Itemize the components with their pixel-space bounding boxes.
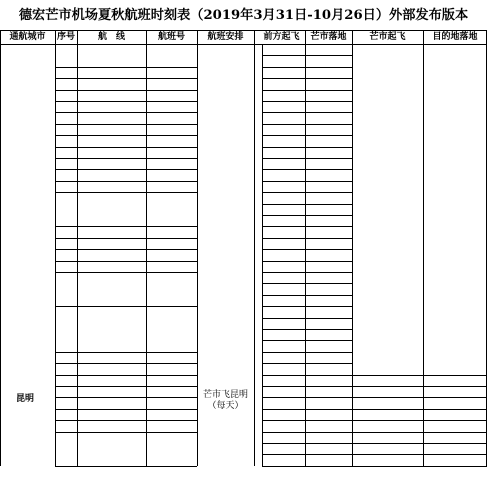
table-rule <box>262 454 487 455</box>
table-rule <box>262 147 352 148</box>
table-rule <box>262 363 352 364</box>
page-title: 德宏芒市机场夏秋航班时刻表（2019年3月31日-10月26日）外部发布版本 <box>18 8 469 23</box>
header-seq: 序号 <box>56 32 75 42</box>
table-rule <box>423 30 424 466</box>
table-rule <box>0 30 487 31</box>
table-rule <box>262 169 352 170</box>
table-rule <box>352 30 353 466</box>
table-rule <box>262 420 487 421</box>
header-arr_mangshi: 芒市落地 <box>310 32 347 42</box>
header-schedule: 航班安排 <box>207 32 244 42</box>
header-flight: 航班号 <box>157 32 185 42</box>
table-rule <box>262 318 352 319</box>
table-rule <box>262 192 352 193</box>
table-rule <box>262 397 487 398</box>
table-rule <box>262 78 352 79</box>
table-rule <box>262 375 487 376</box>
header-route: 航 线 <box>97 32 125 42</box>
header-city: 通航城市 <box>9 32 46 42</box>
table-rule <box>262 55 352 56</box>
table-rule <box>262 432 487 433</box>
table-rule <box>262 466 487 467</box>
table-rule <box>262 204 352 205</box>
table-rule <box>254 30 255 466</box>
header-arr_dest: 目的地落地 <box>432 32 478 42</box>
table-rule <box>262 249 352 250</box>
table-rule <box>55 466 197 467</box>
table-rule <box>262 44 263 466</box>
table-rule <box>262 67 352 68</box>
table-rule <box>262 158 352 159</box>
table-rule <box>262 90 352 91</box>
table-rule <box>77 30 78 466</box>
header-dep_mangshi: 芒市起飞 <box>369 32 406 42</box>
city-name: 昆明 <box>16 394 35 404</box>
table-rule <box>262 261 352 262</box>
table-rule <box>262 226 352 227</box>
table-rule <box>262 112 352 113</box>
table-rule <box>0 44 487 45</box>
table-rule <box>262 329 352 330</box>
table-rule <box>262 124 352 125</box>
table-rule <box>262 306 352 307</box>
table-rule <box>262 101 352 102</box>
header-dep_kunming: 前方起飞 <box>263 32 300 42</box>
table-rule <box>55 30 56 466</box>
table-rule <box>305 30 306 466</box>
table-rule <box>262 283 352 284</box>
table-rule <box>262 215 352 216</box>
table-rule <box>262 295 352 296</box>
table-rule <box>262 272 352 273</box>
table-rule <box>262 352 352 353</box>
table-rule <box>146 30 147 466</box>
table-rule <box>262 135 352 136</box>
table-rule <box>262 181 352 182</box>
table-rule <box>262 409 487 410</box>
schedule-arrangement: 芒市飞昆明 （每天） <box>202 390 248 411</box>
table-rule <box>0 30 1 466</box>
table-rule <box>262 386 487 387</box>
table-rule <box>262 443 487 444</box>
table-rule <box>262 340 352 341</box>
table-rule <box>262 238 352 239</box>
